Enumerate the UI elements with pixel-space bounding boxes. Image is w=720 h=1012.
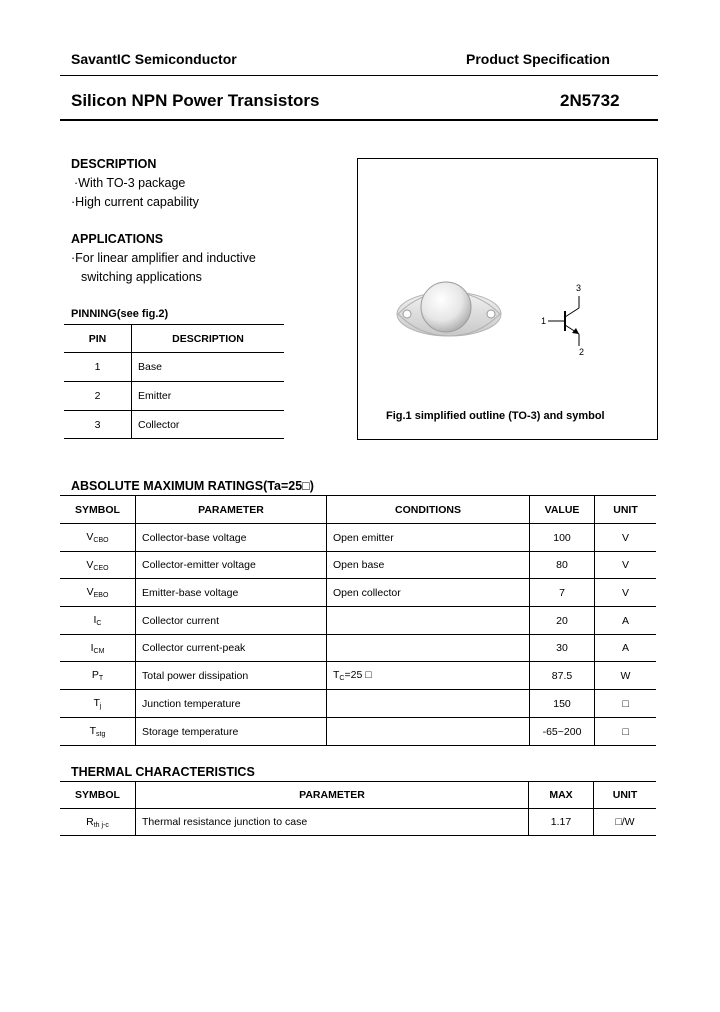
value-cell: 20 xyxy=(530,607,595,635)
symbol-cell: $I_C$ xyxy=(60,607,136,635)
symbol-cell: $V_{EBO}$ xyxy=(60,579,136,607)
table-row xyxy=(60,809,656,836)
conditions-cell xyxy=(327,607,530,635)
symbol-cell: $V_{CBO}$ xyxy=(60,524,136,552)
parameter-cell: Collector-base voltage xyxy=(136,524,327,552)
thermal-table xyxy=(60,781,656,836)
pin-label-emitter: 2 xyxy=(579,347,585,357)
value-cell: 100 xyxy=(530,524,595,552)
pin-number: 1 xyxy=(64,353,132,382)
conditions-cell xyxy=(327,635,530,662)
symbol-column-header: SYMBOL xyxy=(60,782,136,809)
ratings-table xyxy=(60,495,656,746)
value-cell: 80 xyxy=(530,552,595,579)
parameter-cell: Junction temperature xyxy=(136,690,327,718)
pin-label-collector: 3 xyxy=(576,283,582,293)
table-row xyxy=(60,579,656,607)
max-column-header: MAX xyxy=(529,782,594,809)
pin-label-base: 1 xyxy=(541,316,547,326)
unit-cell: V xyxy=(595,579,657,607)
applications-line: ·For linear amplifier and inductive xyxy=(71,251,256,265)
parameter-cell: Total power dissipation xyxy=(136,662,327,690)
figure-caption: Fig.1 simplified outline (TO-3) and symbol xyxy=(386,410,605,422)
product-line: Silicon NPN Power Transistors xyxy=(71,91,320,110)
value-cell: 87.5 xyxy=(530,662,595,690)
conditions-cell: Open base xyxy=(327,552,530,579)
parameter-column-header: PARAMETER xyxy=(136,496,327,524)
unit-cell: W xyxy=(595,662,657,690)
conditions-cell xyxy=(327,718,530,746)
pin-description: Base xyxy=(132,353,285,382)
table-row xyxy=(64,411,284,439)
conditions-cell: $T_C=25$ □ xyxy=(327,662,530,690)
conditions-column-header: CONDITIONS xyxy=(327,496,530,524)
value-cell: -65~200 xyxy=(530,718,595,746)
pin-description: Emitter xyxy=(132,382,285,411)
parameter-cell: Collector current xyxy=(136,607,327,635)
table-row xyxy=(60,690,656,718)
description-item: ·High current capability xyxy=(71,195,199,209)
unit-cell: □ xyxy=(595,718,657,746)
unit-cell: □ xyxy=(595,690,657,718)
pin-number: 3 xyxy=(64,411,132,439)
max-cell: 1.17 xyxy=(529,809,594,836)
symbol-cell: $T_{stg}$ xyxy=(60,718,136,746)
applications-heading: APPLICATIONS xyxy=(71,232,164,246)
symbol-cell: $R_{th j-c}$ xyxy=(60,809,136,836)
description-heading: DESCRIPTION xyxy=(71,157,157,171)
table-row xyxy=(60,718,656,746)
thermal-heading: THERMAL CHARACTERISTICS xyxy=(71,765,255,779)
unit-cell: □/W xyxy=(594,809,657,836)
title-rule xyxy=(60,119,658,121)
pinning-table xyxy=(64,324,284,439)
symbol-cell: $I_{CM}$ xyxy=(60,635,136,662)
unit-cell: A xyxy=(595,607,657,635)
table-row xyxy=(60,662,656,690)
pin-description: Collector xyxy=(132,411,285,439)
symbol-cell: $P_T$ xyxy=(60,662,136,690)
part-number: 2N5732 xyxy=(560,91,620,110)
to3-package-drawing xyxy=(358,159,657,439)
symbol-column-header: SYMBOL xyxy=(60,496,136,524)
unit-cell: A xyxy=(595,635,657,662)
value-cell: 150 xyxy=(530,690,595,718)
unit-cell: V xyxy=(595,552,657,579)
value-column-header: VALUE xyxy=(530,496,595,524)
description-column-header: DESCRIPTION xyxy=(132,325,285,353)
figure-box xyxy=(357,158,658,440)
applications-line: switching applications xyxy=(81,270,202,284)
header-rule xyxy=(60,75,658,76)
table-row xyxy=(64,353,284,382)
table-row xyxy=(60,635,656,662)
pin-number: 2 xyxy=(64,382,132,411)
parameter-cell: Storage temperature xyxy=(136,718,327,746)
document-type: Product Specification xyxy=(466,51,610,67)
table-row xyxy=(60,552,656,579)
conditions-cell: Open emitter xyxy=(327,524,530,552)
unit-column-header: UNIT xyxy=(594,782,657,809)
unit-column-header: UNIT xyxy=(595,496,657,524)
table-row xyxy=(64,382,284,411)
parameter-cell: Thermal resistance junction to case xyxy=(136,809,529,836)
conditions-cell: Open collector xyxy=(327,579,530,607)
parameter-cell: Collector current-peak xyxy=(136,635,327,662)
table-row xyxy=(60,524,656,552)
description-item: ·With TO-3 package xyxy=(74,176,186,190)
pin-column-header: PIN xyxy=(64,325,132,353)
conditions-cell xyxy=(327,690,530,718)
symbol-cell: $V_{CEO}$ xyxy=(60,552,136,579)
value-cell: 7 xyxy=(530,579,595,607)
table-row xyxy=(60,607,656,635)
symbol-cell: $T_j$ xyxy=(60,690,136,718)
parameter-cell: Collector-emitter voltage xyxy=(136,552,327,579)
unit-cell: V xyxy=(595,524,657,552)
company-name: SavantIC Semiconductor xyxy=(71,51,237,67)
ratings-heading: ABSOLUTE MAXIMUM RATINGS(Ta=25□) xyxy=(71,479,314,493)
parameter-cell: Emitter-base voltage xyxy=(136,579,327,607)
pinning-heading: PINNING(see fig.2) xyxy=(71,308,169,320)
parameter-column-header: PARAMETER xyxy=(136,782,529,809)
value-cell: 30 xyxy=(530,635,595,662)
